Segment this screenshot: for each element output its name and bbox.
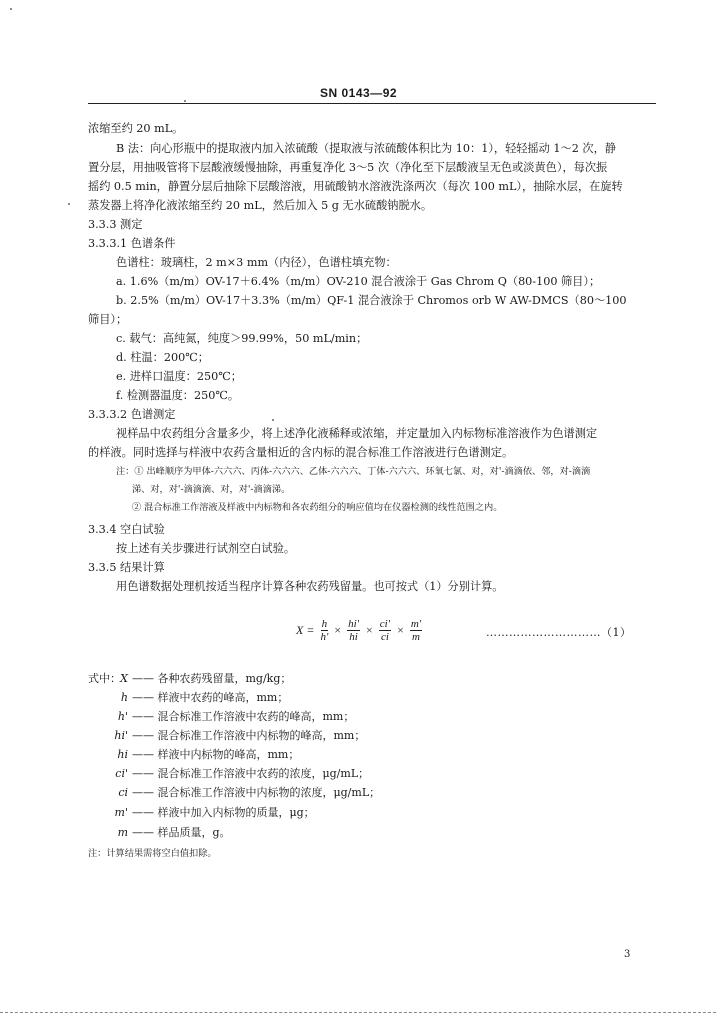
scan-speck (10, 8, 12, 10)
list-item: d. 柱温：200℃； (116, 351, 209, 364)
definition-symbol: m' (114, 806, 128, 819)
list-item: f. 检测器温度：250℃。 (116, 389, 240, 402)
body-line: 蒸发器上将净化液浓缩至约 20 mL，然后加入 5 g 无水硫酸钠脱水。 (88, 199, 433, 212)
definition-text: —— 混合标准工作溶液中农药的峰高，mm； (132, 710, 355, 723)
definition-row (84, 729, 365, 742)
definition-symbol: X (120, 672, 128, 685)
numerator: h (321, 618, 328, 630)
definition-symbol: h' (117, 710, 128, 723)
scan-speck (272, 419, 274, 421)
times-sign: × (397, 623, 404, 637)
times-sign: × (334, 623, 342, 637)
section-heading: 3.3.3.1 色谱条件 (88, 237, 176, 250)
definition-text: —— 混合标准工作溶液中农药的浓度，μg/mL； (132, 767, 370, 780)
footnote-line: 涕、对，对'-滴滴滴、对，对'-滴滴涕。 (132, 484, 291, 495)
fraction-ci (379, 618, 391, 643)
denominator: ci (380, 631, 389, 643)
definition-symbol: h (120, 691, 128, 704)
numerator: ci' (379, 618, 391, 630)
scan-speck (184, 100, 186, 102)
footnote-line: ② 混合标准工作溶液及样液中内标物和各农药组分的响应值均在仪器检测的线性范围之内。 (132, 502, 503, 513)
definition-symbol: m (117, 826, 128, 839)
body-line: 色谱柱：玻璃柱，2 m×3 mm（内径），色谱柱填充物： (116, 256, 397, 269)
where-intro: 式中： (88, 672, 121, 685)
formula-1 (296, 618, 424, 643)
header-rule (88, 103, 656, 104)
fraction-h (320, 618, 328, 643)
list-item: a. 1.6%（m/m）OV-17＋6.4%（m/m）OV-210 混合液涂于 Gas Chrom Q（80-100 筛目）； (116, 275, 601, 288)
equation-number: …………………………（1） (486, 626, 632, 639)
list-item: c. 载气：高纯氮，纯度＞99.99%，50 mL/min； (116, 332, 368, 345)
definition-row (84, 748, 299, 761)
section-heading: 3.3.4 空白试验 (88, 523, 165, 536)
definition-text: —— 样液中加入内标物的质量，μg； (132, 806, 315, 819)
definition-text: —— 各种农药残留量，mg/kg； (132, 672, 292, 685)
section-heading: 3.3.3.2 色谱测定 (88, 408, 176, 421)
numerator: m' (410, 618, 422, 630)
scan-bottom-edge (0, 1012, 716, 1013)
definition-text: —— 混合标准工作溶液中内标物的峰高，mm； (132, 729, 366, 742)
footnote-line: 注：① 出峰顺序为甲体-六六六、丙体-六六六、乙体-六六六、丁体-六六六、环氧七氯、对，对'-滴滴依、邻，对-滴滴 (116, 466, 591, 477)
definition-row (84, 767, 369, 780)
list-item: b. 2.5%（m/m）OV-17＋3.3%（m/m）QF-1 混合液涂于 Chromos orb W AW-DMCS（80～100 (116, 294, 627, 307)
definition-row (84, 691, 288, 704)
section-heading: 3.3.3 测定 (88, 218, 143, 231)
fraction-hi (347, 618, 360, 643)
definition-text: —— 样液中内标物的峰高，mm； (132, 748, 300, 761)
standard-number-header: SN 0143—92 (320, 86, 398, 100)
fraction-m (410, 618, 422, 643)
list-item: e. 进样口温度：250℃； (116, 370, 242, 383)
page-number: 3 (624, 949, 631, 960)
denominator: hi (349, 631, 358, 643)
body-line: 用色谱数据处理机按适当程序计算各种农药残留量。也可按式（1）分别计算。 (116, 580, 504, 593)
definition-symbol: hi' (114, 729, 128, 742)
definition-row (84, 672, 291, 685)
definition-text: —— 混合标准工作溶液中内标物的浓度，μg/mL； (132, 786, 381, 799)
body-line: 浓缩至约 20 mL。 (88, 122, 184, 135)
body-line: 筛目）； (88, 313, 128, 326)
body-line: 按上述有关步骤进行试剂空白试验。 (116, 542, 296, 555)
body-line: 摇约 0.5 min，静置分层后抽除下层酸溶液，用硫酸钠水溶液洗涤两次（每次 100 mL），抽除水层，在旋转 (88, 180, 623, 193)
body-line: 的样液。同时选择与样液中农药含量相近的含内标的混合标准工作溶液进行色谱测定。 (88, 446, 514, 459)
definition-row (84, 710, 354, 723)
body-line: 视样品中农药组分含量多少，将上述净化液稀释或浓缩，并定量加入内标物标准溶液作为色谱测定 (116, 427, 598, 440)
final-note: 注：计算结果需将空白值扣除。 (88, 848, 217, 859)
body-line: 置分层，用抽吸管将下层酸液缓慢抽除，再重复净化 3～5 次（净化至下层酸液呈无色或淡黄色），每次振 (88, 161, 608, 174)
section-heading: 3.3.5 结果计算 (88, 561, 165, 574)
definition-symbol: ci (118, 786, 128, 799)
definition-text: —— 样液中农药的峰高，mm； (132, 691, 289, 704)
definition-symbol: hi (117, 748, 128, 761)
definition-symbol: ci' (115, 767, 128, 780)
numerator: hi' (348, 618, 359, 630)
denominator: h' (320, 631, 329, 643)
body-line: B 法：向心形瓶中的提取液内加入浓硫酸（提取液与浓硫酸体积比为 10：1），轻轻摇动 1～2 次，静 (116, 142, 616, 155)
formula-lhs: X = (296, 623, 315, 637)
times-sign: × (366, 623, 373, 637)
definition-row (84, 826, 231, 839)
denominator: m (412, 631, 420, 643)
definition-row (84, 786, 380, 799)
definition-text: —— 样品质量，g。 (132, 826, 231, 839)
scan-speck (68, 203, 70, 205)
definition-row (84, 806, 315, 819)
